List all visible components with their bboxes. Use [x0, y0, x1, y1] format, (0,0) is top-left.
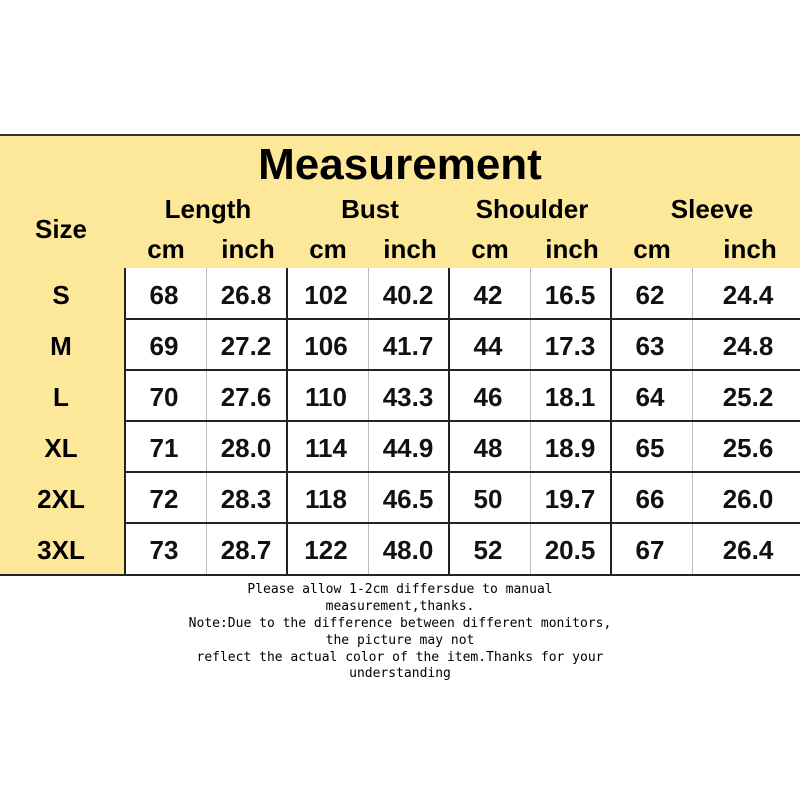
size-label: 3XL — [37, 535, 85, 565]
table-cell: 28.0 — [220, 433, 272, 463]
table-cell: 48 — [473, 433, 503, 463]
unit-header-shoulder-cm: cm — [471, 234, 509, 264]
table-cell: 18.9 — [544, 433, 596, 463]
table-cell: 44 — [473, 331, 503, 361]
unit-header-sleeve-inch: inch — [723, 234, 777, 264]
table-cell: 27.6 — [220, 382, 272, 412]
table-cell: 122 — [304, 535, 348, 565]
table-cell: 68 — [149, 280, 179, 310]
table-cell: 20.5 — [544, 535, 596, 565]
table-cell: 102 — [304, 280, 348, 310]
unit-header-shoulder-inch: inch — [545, 234, 599, 264]
table-cell: 70 — [149, 382, 179, 412]
table-cell: 43.3 — [382, 382, 434, 412]
table-cell: 64 — [635, 382, 665, 412]
table-cell: 24.8 — [722, 331, 774, 361]
size-column — [0, 268, 124, 574]
unit-header-bust-inch: inch — [383, 234, 437, 264]
table-cell: 40.2 — [382, 280, 434, 310]
table-cell: 28.7 — [220, 535, 272, 565]
group-header-length: Length — [164, 194, 252, 224]
table-cell: 72 — [149, 484, 179, 514]
note-line-1: Please allow 1-2cm differsdue to manual — [247, 582, 553, 597]
group-header-sleeve: Sleeve — [670, 194, 754, 224]
row-divider — [124, 369, 800, 371]
group-header-shoulder: Shoulder — [475, 194, 589, 224]
unit-header-bust-cm: cm — [309, 234, 347, 264]
table-cell: 50 — [473, 484, 503, 514]
size-column-header: Size — [34, 214, 88, 244]
unit-header-sleeve-cm: cm — [633, 234, 671, 264]
size-chart — [0, 134, 800, 681]
table-cell: 17.3 — [544, 331, 596, 361]
table-cell: 28.3 — [220, 484, 272, 514]
chart-title: Measurement — [258, 140, 542, 189]
row-divider — [124, 471, 800, 473]
table-cell: 24.4 — [722, 280, 774, 310]
table-cell: 16.5 — [544, 280, 596, 310]
size-label: M — [50, 331, 72, 361]
table-cell: 25.6 — [722, 433, 774, 463]
size-label: S — [52, 280, 70, 310]
notes-section — [0, 574, 800, 680]
table-cell: 106 — [304, 331, 348, 361]
table-cell: 118 — [305, 484, 347, 514]
table-cell: 44.9 — [382, 433, 434, 463]
table-cell: 52 — [473, 535, 503, 565]
table-cell: 42 — [473, 280, 503, 310]
table-cell: 65 — [635, 433, 665, 463]
row-divider — [124, 522, 800, 524]
row-divider — [124, 420, 800, 422]
table-cell: 71 — [149, 433, 179, 463]
table-cell: 63 — [635, 331, 665, 361]
table-cell: 18.1 — [544, 382, 596, 412]
table-cell: 19.7 — [544, 484, 596, 514]
table-cell: 25.2 — [722, 382, 774, 412]
table-cell: 41.7 — [382, 331, 434, 361]
size-label: XL — [44, 433, 78, 463]
size-label: 2XL — [37, 484, 85, 514]
note-line-2: measurement,thanks. — [325, 599, 475, 614]
size-label: L — [53, 382, 69, 412]
table-cell: 69 — [149, 331, 179, 361]
unit-header-length-inch: inch — [221, 234, 275, 264]
table-cell: 48.0 — [382, 535, 434, 565]
note-line-6: understanding — [349, 666, 451, 681]
unit-header-length-cm: cm — [147, 234, 185, 264]
table-cell: 26.4 — [722, 535, 774, 565]
table-cell: 66 — [635, 484, 665, 514]
note-line-4: the picture may not — [325, 633, 475, 648]
note-line-3: Note:Due to the difference between different monitors, — [188, 616, 612, 631]
table-cell: 46 — [473, 382, 503, 412]
table-cell: 110 — [305, 382, 347, 412]
table-cell: 67 — [635, 535, 665, 565]
measurement-grid — [124, 268, 800, 574]
group-header-bust: Bust — [341, 194, 399, 224]
table-cell: 26.8 — [220, 280, 272, 310]
table-cell: 114 — [305, 433, 347, 463]
note-line-5: reflect the actual color of the item.Thanks for your — [196, 650, 604, 665]
row-divider — [124, 318, 800, 320]
chart-header — [0, 136, 800, 268]
table-cell: 27.2 — [220, 331, 272, 361]
table-cell: 26.0 — [722, 484, 774, 514]
table-cell: 46.5 — [382, 484, 434, 514]
table-cell: 62 — [635, 280, 665, 310]
table-cell: 73 — [149, 535, 179, 565]
